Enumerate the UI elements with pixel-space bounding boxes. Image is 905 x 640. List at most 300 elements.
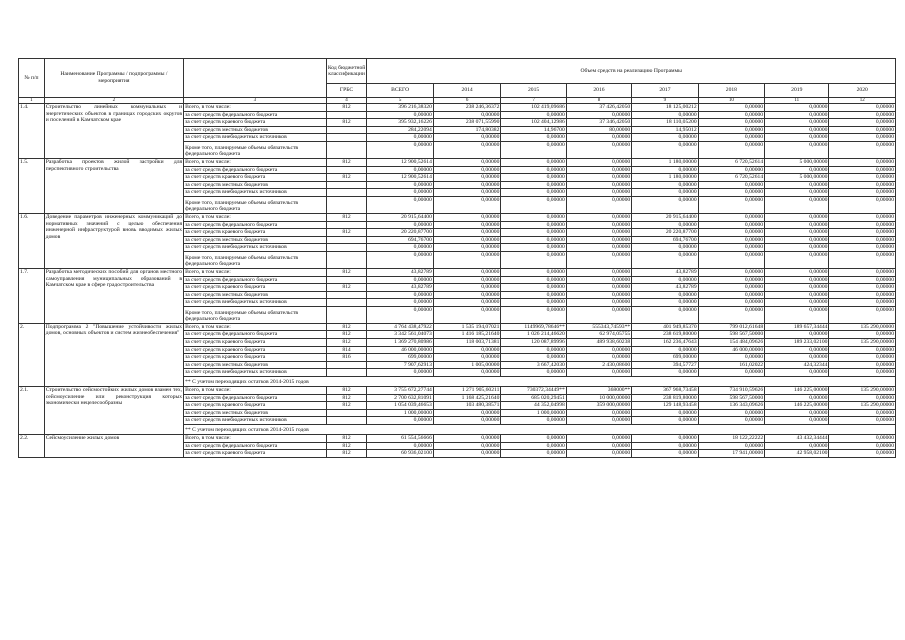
amount-cell: 0,00000 (367, 244, 433, 252)
funding-source-label: за счет средств федерального бюджета (184, 111, 327, 119)
amount-cell: 0,00000 (698, 268, 764, 276)
header-year: 2017 (632, 84, 698, 98)
amount-cell: 18 122,22222 (698, 435, 764, 443)
grbs-code: 812 (326, 119, 367, 127)
amount-cell: 0,00000 (433, 158, 501, 166)
amount-cell: 0,00000 (566, 134, 631, 142)
grbs-code: 812 (326, 394, 367, 402)
funding-source-label: Всего, в том числе: (184, 387, 327, 395)
funding-source-label: за счет средств местных бюджетов (184, 236, 327, 244)
amount-cell: 0,00000 (632, 369, 698, 377)
amount-cell: 0,00000 (501, 369, 566, 377)
amount-cell: 0,00000 (765, 221, 829, 229)
grbs-code: 816 (326, 354, 367, 362)
measure-name: Разработка проектов жилой застройки для перспективного строительства (44, 158, 183, 213)
header-spacer (184, 59, 327, 98)
amount-cell: 0,00000 (433, 450, 501, 458)
amount-cell: 0,00000 (698, 417, 764, 425)
amount-cell: 401 949,85370 (632, 323, 698, 331)
amount-cell: 0,00000 (433, 284, 501, 292)
amount-cell: 0,00000 (566, 213, 631, 221)
table-row (19, 435, 896, 443)
grbs-code (326, 141, 367, 158)
planned-federal-label: Кроме того, планируемые объемы обязательств федерального бюджета (184, 306, 327, 323)
grbs-code (326, 196, 367, 213)
amount-cell: 0,00000 (829, 409, 896, 417)
amount-cell: 0,00000 (501, 174, 566, 182)
amount-cell: 0,00000 (501, 213, 566, 221)
amount-cell: 0,00000 (698, 306, 764, 323)
measure-name: Сейсмоусиление жилых домов (44, 435, 183, 458)
amount-cell: 0,00000 (829, 299, 896, 307)
amount-cell: 0,00000 (501, 196, 566, 213)
amount-cell: 0,00000 (698, 221, 764, 229)
amount-cell: 102 419,09686 (501, 104, 566, 112)
funding-source-label: за счет средств федерального бюджета (184, 442, 327, 450)
amount-cell: 43,82789 (632, 268, 698, 276)
amount-cell: 44 352,04998 (501, 402, 566, 410)
amount-cell: 0,00000 (632, 442, 698, 450)
amount-cell: 43 432,34444 (765, 435, 829, 443)
amount-cell: 0,00000 (698, 189, 764, 197)
grbs-code: 812 (326, 339, 367, 347)
amount-cell: 238 619,80000 (632, 331, 698, 339)
grbs-code (326, 189, 367, 197)
amount-cell: 0,00000 (367, 181, 433, 189)
grbs-code: 814 (326, 346, 367, 354)
amount-cell: 0,00000 (433, 244, 501, 252)
amount-cell: 0,00000 (367, 291, 433, 299)
amount-cell: 0,00000 (501, 158, 566, 166)
row-number: 1.5. (19, 158, 45, 213)
amount-cell: 730372,34449** (501, 387, 566, 395)
amount-cell: 0,00000 (765, 369, 829, 377)
funding-source-label: Всего, в том числе: (184, 435, 327, 443)
amount-cell: 699,00000 (367, 354, 433, 362)
amount-cell: 0,00000 (566, 251, 631, 268)
header-total: ВСЕГО (367, 84, 433, 98)
amount-cell: 0,00000 (765, 126, 829, 134)
amount-cell: 394,57727 (632, 361, 698, 369)
table-row (19, 268, 896, 276)
funding-source-label: за счет средств краевого бюджета (184, 354, 327, 362)
funding-source-label: Всего, в том числе: (184, 104, 327, 112)
amount-cell: 0,00000 (765, 394, 829, 402)
amount-cell: 0,00000 (765, 276, 829, 284)
carryover-note: ** С учетом переходящих остатков 2014-2015 годов (184, 425, 896, 435)
amount-cell: 0,00000 (829, 174, 896, 182)
amount-cell: 0,00000 (632, 346, 698, 354)
amount-cell: 0,00000 (765, 331, 829, 339)
amount-cell: 0,00000 (433, 181, 501, 189)
amount-cell: 20 220,87700 (367, 229, 433, 237)
amount-cell: 0,00000 (566, 229, 631, 237)
grbs-code (326, 409, 367, 417)
row-number: 2.2. (19, 435, 45, 458)
amount-cell: 694,76700 (367, 236, 433, 244)
row-number: 1.7. (19, 268, 45, 323)
amount-cell: 146 225,00000 (765, 387, 829, 395)
program-funding-table (18, 58, 896, 458)
amount-cell: 0,00000 (367, 299, 433, 307)
funding-source-label: Всего, в том числе: (184, 213, 327, 221)
amount-cell: 0,00000 (765, 134, 829, 142)
amount-cell: 0,00000 (566, 166, 631, 174)
amount-cell: 0,00000 (698, 181, 764, 189)
amount-cell: 0,00000 (765, 141, 829, 158)
amount-cell: 17 941,00000 (698, 450, 764, 458)
funding-source-label: за счет средств федерального бюджета (184, 394, 327, 402)
amount-cell: 1 005,00000 (433, 361, 501, 369)
amount-cell: 0,00000 (829, 236, 896, 244)
amount-cell: 359 000,00000 (566, 402, 631, 410)
amount-cell: 0,00000 (433, 354, 501, 362)
amount-cell: 0,00000 (367, 221, 433, 229)
amount-cell: 0,00000 (765, 181, 829, 189)
measure-name: Строительство сейсмостойких жилых домов взамен тех, сейсмоусиление или реконструкция которых экономически нецелесообразны (44, 387, 183, 435)
amount-cell: 0,00000 (632, 450, 698, 458)
amount-cell: 0,00000 (501, 111, 566, 119)
funding-source-label: Всего, в том числе: (184, 158, 327, 166)
amount-cell: 368000** (566, 387, 631, 395)
amount-cell: 0,00000 (829, 369, 896, 377)
amount-cell: 1 535 194,07021 (433, 323, 501, 331)
amount-cell: 0,00000 (433, 111, 501, 119)
amount-cell: 0,00000 (829, 284, 896, 292)
funding-source-label: за счет средств федерального бюджета (184, 221, 327, 229)
amount-cell: 0,00000 (829, 134, 896, 142)
header-volume: Объем средств на реализацию Программы (367, 59, 896, 84)
header-year: 2019 (765, 84, 829, 98)
amount-cell: 1 180,00000 (632, 158, 698, 166)
amount-cell: 0,00000 (433, 141, 501, 158)
amount-cell: 0,00000 (367, 306, 433, 323)
amount-cell: 1 369 270,80986 (367, 339, 433, 347)
amount-cell: 0,00000 (829, 268, 896, 276)
amount-cell: 0,00000 (698, 442, 764, 450)
amount-cell: 0,00000 (765, 299, 829, 307)
amount-cell: 3 755 672,27744 (367, 387, 433, 395)
grbs-code (326, 166, 367, 174)
amount-cell: 0,00000 (765, 104, 829, 112)
amount-cell: 6 720,52614 (698, 174, 764, 182)
amount-cell: 0,00000 (829, 111, 896, 119)
amount-cell: 694,76700 (632, 236, 698, 244)
amount-cell: 0,00000 (433, 221, 501, 229)
column-index: 4 (326, 98, 367, 104)
amount-cell: 2 430,08600 (566, 361, 631, 369)
amount-cell: 102 404,12986 (501, 119, 566, 127)
amount-cell: 0,00000 (698, 284, 764, 292)
amount-cell: 396 216,38320 (367, 104, 433, 112)
amount-cell: 61 554,56666 (367, 435, 433, 443)
amount-cell: 0,00000 (829, 450, 896, 458)
amount-cell: 174,80382 (433, 126, 501, 134)
amount-cell: 189 233,02100 (765, 339, 829, 347)
column-index: 2 (44, 98, 183, 104)
amount-cell: 367 968,73458 (632, 387, 698, 395)
amount-cell: 0,00000 (566, 196, 631, 213)
amount-cell: 161,02022 (698, 361, 764, 369)
funding-source-label: за счет средств федерального бюджета (184, 166, 327, 174)
funding-source-label: Всего, в том числе: (184, 268, 327, 276)
amount-cell: 0,00000 (765, 291, 829, 299)
funding-source-label: за счет средств федерального бюджета (184, 331, 327, 339)
amount-cell: 0,00000 (829, 417, 896, 425)
header-grbs: ГРБС (326, 84, 367, 98)
amount-cell: 46 000,00000 (698, 346, 764, 354)
amount-cell: 1 271 905,60211 (433, 387, 501, 395)
grbs-code (326, 111, 367, 119)
header-year: 2014 (433, 84, 501, 98)
amount-cell: 0,00000 (501, 244, 566, 252)
amount-cell: 0,00000 (632, 417, 698, 425)
funding-source-label: за счет средств краевого бюджета (184, 346, 327, 354)
amount-cell: 0,00000 (367, 134, 433, 142)
amount-cell: 0,00000 (765, 251, 829, 268)
amount-cell: 0,00000 (632, 196, 698, 213)
amount-cell: 0,00000 (829, 331, 896, 339)
amount-cell: 0,00000 (501, 221, 566, 229)
amount-cell: 4 764 438,47922 (367, 323, 433, 331)
funding-source-label: за счет средств внебюджетных источников (184, 244, 327, 252)
amount-cell: 0,00000 (501, 229, 566, 237)
amount-cell: 0,00000 (829, 361, 896, 369)
grbs-code (326, 236, 367, 244)
column-index: 12 (829, 98, 896, 104)
grbs-code (326, 306, 367, 323)
amount-cell: 129 148,93458 (632, 402, 698, 410)
amount-cell: 0,00000 (501, 450, 566, 458)
amount-cell: 0,00000 (433, 299, 501, 307)
grbs-code (326, 299, 367, 307)
amount-cell: 80,00000 (566, 126, 631, 134)
amount-cell: 0,00000 (632, 435, 698, 443)
amount-cell: 0,00000 (829, 276, 896, 284)
amount-cell: 395 932,16226 (367, 119, 433, 127)
amount-cell: 0,00000 (566, 354, 631, 362)
amount-cell: 489 938,60238 (566, 339, 631, 347)
table-row (19, 323, 896, 331)
grbs-code: 812 (326, 323, 367, 331)
amount-cell: 0,00000 (501, 291, 566, 299)
amount-cell: 135 290,00000 (829, 387, 896, 395)
funding-source-label: за счет средств местных бюджетов (184, 181, 327, 189)
amount-cell: 1 026 214,46620 (501, 331, 566, 339)
amount-cell: 0,00000 (632, 299, 698, 307)
amount-cell: 46 000,00000 (367, 346, 433, 354)
amount-cell: 0,00000 (765, 284, 829, 292)
grbs-code: 812 (326, 450, 367, 458)
grbs-code: 812 (326, 442, 367, 450)
amount-cell: 238 246,36372 (433, 104, 501, 112)
amount-cell: 103 480,38571 (433, 402, 501, 410)
amount-cell: 0,00000 (829, 251, 896, 268)
funding-source-label: за счет средств внебюджетных источников (184, 134, 327, 142)
amount-cell: 0,00000 (765, 111, 829, 119)
amount-cell: 0,00000 (829, 166, 896, 174)
amount-cell: 734 910,59626 (698, 387, 764, 395)
amount-cell: 0,00000 (367, 141, 433, 158)
amount-cell: 0,00000 (698, 409, 764, 417)
amount-cell: 0,00000 (566, 244, 631, 252)
amount-cell: 0,00000 (433, 442, 501, 450)
amount-cell: 0,00000 (829, 181, 896, 189)
amount-cell: 685 020,29451 (501, 394, 566, 402)
amount-cell: 0,00000 (501, 306, 566, 323)
amount-cell: 0,00000 (566, 276, 631, 284)
header-name: Наименование Программы / подпрограммы / мероприятия (44, 59, 183, 98)
amount-cell: 0,00000 (698, 104, 764, 112)
amount-cell: 0,00000 (829, 189, 896, 197)
grbs-code (326, 417, 367, 425)
amount-cell: 37 346,42050 (566, 119, 631, 127)
amount-cell: 1 000,00000 (367, 409, 433, 417)
amount-cell: 43,82789 (367, 284, 433, 292)
row-number: 1.6. (19, 213, 45, 268)
measure-name: Подпрограмма 2 "Повышение устойчивости жилых домов, основных объектов и систем жизнеобеспечения" (44, 323, 183, 386)
amount-cell: 60 936,02100 (367, 450, 433, 458)
amount-cell: 0,00000 (433, 134, 501, 142)
table-row (19, 213, 896, 221)
amount-cell: 598 567,50000 (698, 394, 764, 402)
amount-cell: 120 087,89996 (501, 339, 566, 347)
amount-cell: 0,00000 (829, 196, 896, 213)
amount-cell: 0,00000 (765, 119, 829, 127)
amount-cell: 0,00000 (566, 181, 631, 189)
amount-cell: 0,00000 (367, 442, 433, 450)
funding-source-label: за счет средств внебюджетных источников (184, 189, 327, 197)
amount-cell: 0,00000 (367, 369, 433, 377)
amount-cell: 18 125,00212 (632, 104, 698, 112)
amount-cell: 0,00000 (433, 196, 501, 213)
header-year: 2018 (698, 84, 764, 98)
amount-cell: 0,00000 (433, 346, 501, 354)
amount-cell: 0,00000 (433, 229, 501, 237)
amount-cell: 0,00000 (433, 268, 501, 276)
amount-cell: 0,00000 (566, 409, 631, 417)
funding-source-label: за счет средств внебюджетных источников (184, 299, 327, 307)
row-number: 1.4. (19, 104, 45, 159)
amount-cell: 0,00000 (632, 251, 698, 268)
amount-cell: 0,00000 (765, 346, 829, 354)
amount-cell: 0,00000 (433, 369, 501, 377)
column-index: 11 (765, 98, 829, 104)
amount-cell: 0,00000 (501, 346, 566, 354)
amount-cell: 0,00000 (829, 306, 896, 323)
amount-cell: 10 000,00000 (566, 394, 631, 402)
amount-cell: 0,00000 (501, 284, 566, 292)
amount-cell: 0,00000 (566, 291, 631, 299)
carryover-note: ** С учетом переходящих остатков 2014-2015 годов (184, 377, 896, 387)
grbs-code (326, 134, 367, 142)
amount-cell: 0,00000 (501, 251, 566, 268)
amount-cell: 0,00000 (632, 134, 698, 142)
amount-cell: 3 667,42030 (501, 361, 566, 369)
amount-cell: 0,00000 (433, 291, 501, 299)
amount-cell: 20 915,64400 (632, 213, 698, 221)
amount-cell: 0,00000 (566, 236, 631, 244)
amount-cell: 0,00000 (367, 189, 433, 197)
amount-cell: 0,00000 (698, 354, 764, 362)
amount-cell: 62 974,05755 (566, 331, 631, 339)
amount-cell: 0,00000 (501, 166, 566, 174)
amount-cell: 0,00000 (501, 435, 566, 443)
amount-cell: 0,00000 (698, 236, 764, 244)
amount-cell: 0,00000 (829, 213, 896, 221)
amount-cell: 0,00000 (501, 134, 566, 142)
amount-cell: 0,00000 (566, 189, 631, 197)
amount-cell: 154 484,09626 (698, 339, 764, 347)
amount-cell: 0,00000 (829, 221, 896, 229)
amount-cell: 0,00000 (433, 409, 501, 417)
column-index: 10 (698, 98, 764, 104)
amount-cell: 18 110,05200 (632, 119, 698, 127)
amount-cell: 1149969,78646** (501, 323, 566, 331)
amount-cell: 0,00000 (566, 346, 631, 354)
amount-cell: 0,00000 (632, 189, 698, 197)
amount-cell: 0,00000 (698, 134, 764, 142)
amount-cell: 0,00000 (765, 244, 829, 252)
amount-cell: 238 071,55990 (433, 119, 501, 127)
amount-cell: 0,00000 (632, 291, 698, 299)
amount-cell: 0,00000 (765, 417, 829, 425)
amount-cell: 7 907,62913 (367, 361, 433, 369)
amount-cell: 0,00000 (566, 158, 631, 166)
funding-source-label: за счет средств местных бюджетов (184, 126, 327, 134)
amount-cell: 0,00000 (698, 291, 764, 299)
amount-cell: 0,00000 (433, 174, 501, 182)
grbs-code: 812 (326, 158, 367, 166)
amount-cell: 1 180,00000 (632, 174, 698, 182)
amount-cell: 0,00000 (632, 141, 698, 158)
column-index: 3 (184, 98, 327, 104)
amount-cell: 0,00000 (765, 189, 829, 197)
amount-cell: 14,96700 (501, 126, 566, 134)
amount-cell: 0,00000 (501, 141, 566, 158)
column-index: 1 (19, 98, 45, 104)
amount-cell: 0,00000 (367, 166, 433, 174)
amount-cell: 0,00000 (566, 450, 631, 458)
amount-cell: 0,00000 (698, 369, 764, 377)
funding-source-label: за счет средств местных бюджетов (184, 409, 327, 417)
amount-cell: 0,00000 (765, 166, 829, 174)
grbs-code: 812 (326, 213, 367, 221)
amount-cell: 0,00000 (433, 276, 501, 284)
grbs-code (326, 276, 367, 284)
amount-cell: 0,00000 (632, 111, 698, 119)
row-number: 2.1. (19, 387, 45, 435)
amount-cell: 0,00000 (433, 417, 501, 425)
amount-cell: 0,00000 (829, 141, 896, 158)
column-index: 6 (433, 98, 501, 104)
amount-cell: 0,00000 (632, 276, 698, 284)
amount-cell: 0,00000 (566, 435, 631, 443)
grbs-code: 812 (326, 229, 367, 237)
amount-cell: 0,00000 (829, 119, 896, 127)
header-row-1 (19, 59, 896, 84)
amount-cell: 0,00000 (698, 126, 764, 134)
grbs-code: 812 (326, 435, 367, 443)
amount-cell: 43,82789 (632, 284, 698, 292)
program-table-page (18, 58, 896, 458)
amount-cell: 0,00000 (698, 229, 764, 237)
amount-cell: 1 054 039,46653 (367, 402, 433, 410)
amount-cell: 0,00000 (765, 354, 829, 362)
amount-cell: 0,00000 (698, 111, 764, 119)
table-row (19, 158, 896, 166)
amount-cell: 0,00000 (433, 435, 501, 443)
